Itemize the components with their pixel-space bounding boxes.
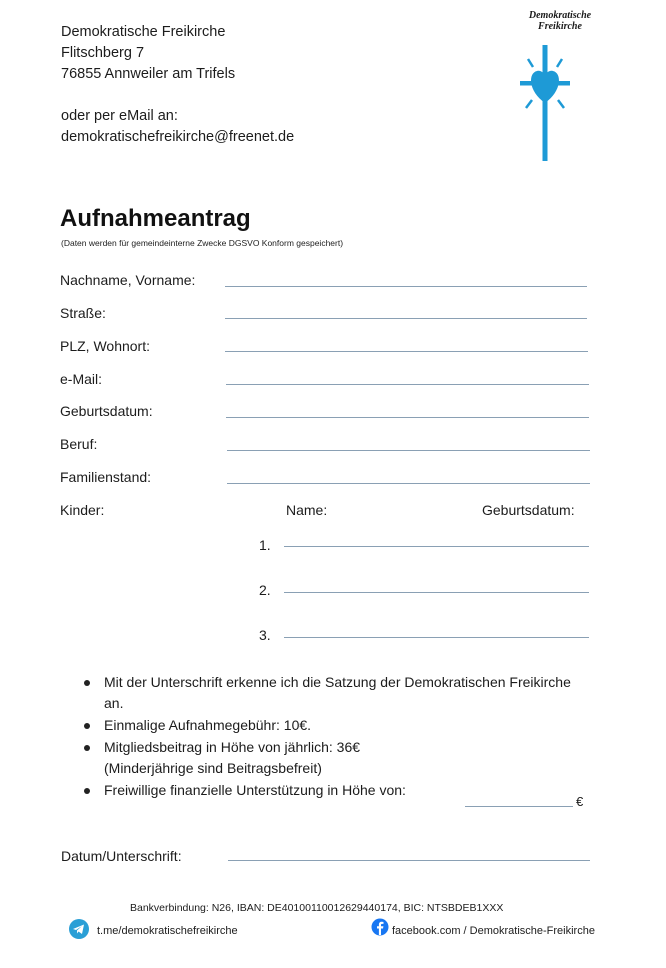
bullet-icon xyxy=(84,680,90,686)
child-row-3-line[interactable] xyxy=(284,637,589,638)
field-line-birthdate[interactable] xyxy=(226,417,589,418)
list-item xyxy=(60,715,620,736)
child-row-1-line[interactable] xyxy=(284,546,589,547)
info-list xyxy=(60,672,620,802)
street: Flitschberg 7 xyxy=(61,45,145,61)
bullet-text-statute: Mit der Unterschrift erkenne ich die Satzung der Demokratischen Freikirche an. xyxy=(104,674,571,711)
field-line-zip-city[interactable] xyxy=(225,351,588,352)
sender-address xyxy=(61,22,294,148)
bullet-icon xyxy=(84,723,90,729)
field-line-job[interactable] xyxy=(227,450,590,451)
logo-line-1: Demokratische xyxy=(528,10,592,21)
heart-cross-icon xyxy=(520,45,570,163)
field-label-email: e-Mail: xyxy=(60,371,103,387)
city: 76855 Annweiler am Trifels xyxy=(61,66,236,82)
field-label-marital-status: Familienstand: xyxy=(60,469,152,485)
logo-text xyxy=(505,10,615,32)
child-row-3-number: 3. xyxy=(259,627,271,643)
logo-line-2: Freikirche xyxy=(538,21,582,32)
form-subtitle: (Daten werden für gemeindeinterne Zwecke DGSVO Konform gespeichert) xyxy=(61,238,344,248)
children-birthdate-header: Geburtsdatum: xyxy=(482,502,575,518)
children-label: Kinder: xyxy=(60,502,105,518)
form-title: Aufnahmeantrag xyxy=(60,205,251,232)
field-line-email[interactable] xyxy=(226,384,589,385)
child-row-2-line[interactable] xyxy=(284,592,589,593)
list-item xyxy=(60,672,574,714)
bullet-text-donation: Freiwillige finanzielle Unterstützung in Höhe von: xyxy=(104,782,406,798)
telegram-icon[interactable] xyxy=(68,918,90,940)
bullet-icon xyxy=(84,745,90,751)
email-address[interactable]: demokratischefreikirche@freenet.de xyxy=(61,129,295,145)
bullet-icon xyxy=(84,788,90,794)
list-item xyxy=(60,737,404,779)
child-row-1-number: 1. xyxy=(259,537,271,553)
field-label-name: Nachname, Vorname: xyxy=(60,272,196,288)
field-line-name[interactable] xyxy=(225,286,587,287)
field-label-zip-city: PLZ, Wohnort: xyxy=(60,338,151,354)
child-row-2-number: 2. xyxy=(259,582,271,598)
email-intro: oder per eMail an: xyxy=(61,108,178,124)
field-label-street: Straße: xyxy=(60,305,106,321)
field-line-marital-status[interactable] xyxy=(227,483,590,484)
bullet-text-membership: Mitgliedsbeitrag in Höhe von jährlich: 36€ (Minderjährige sind Beitragsbefreit) xyxy=(104,739,361,776)
signature-line[interactable] xyxy=(228,860,590,861)
children-name-header: Name: xyxy=(286,502,328,518)
org-name: Demokratische Freikirche xyxy=(61,24,226,40)
facebook-link[interactable]: facebook.com / Demokratische-Freikirche xyxy=(392,925,595,937)
facebook-icon[interactable] xyxy=(371,918,389,936)
bank-details: Bankverbindung: N26, IBAN: DE40100110012629440174, BIC: NTSBDEB1XXX xyxy=(130,902,504,914)
telegram-link[interactable]: t.me/demokratischefreikirche xyxy=(97,925,238,937)
signature-label: Datum/Unterschrift: xyxy=(61,848,182,864)
field-label-birthdate: Geburtsdatum: xyxy=(60,403,153,419)
list-item xyxy=(60,780,620,801)
currency-symbol: € xyxy=(576,794,584,809)
donation-amount-line[interactable] xyxy=(465,806,573,807)
field-line-street[interactable] xyxy=(225,318,587,319)
field-label-job: Beruf: xyxy=(60,436,98,452)
bullet-text-fee: Einmalige Aufnahmegebühr: 10€. xyxy=(104,717,312,733)
